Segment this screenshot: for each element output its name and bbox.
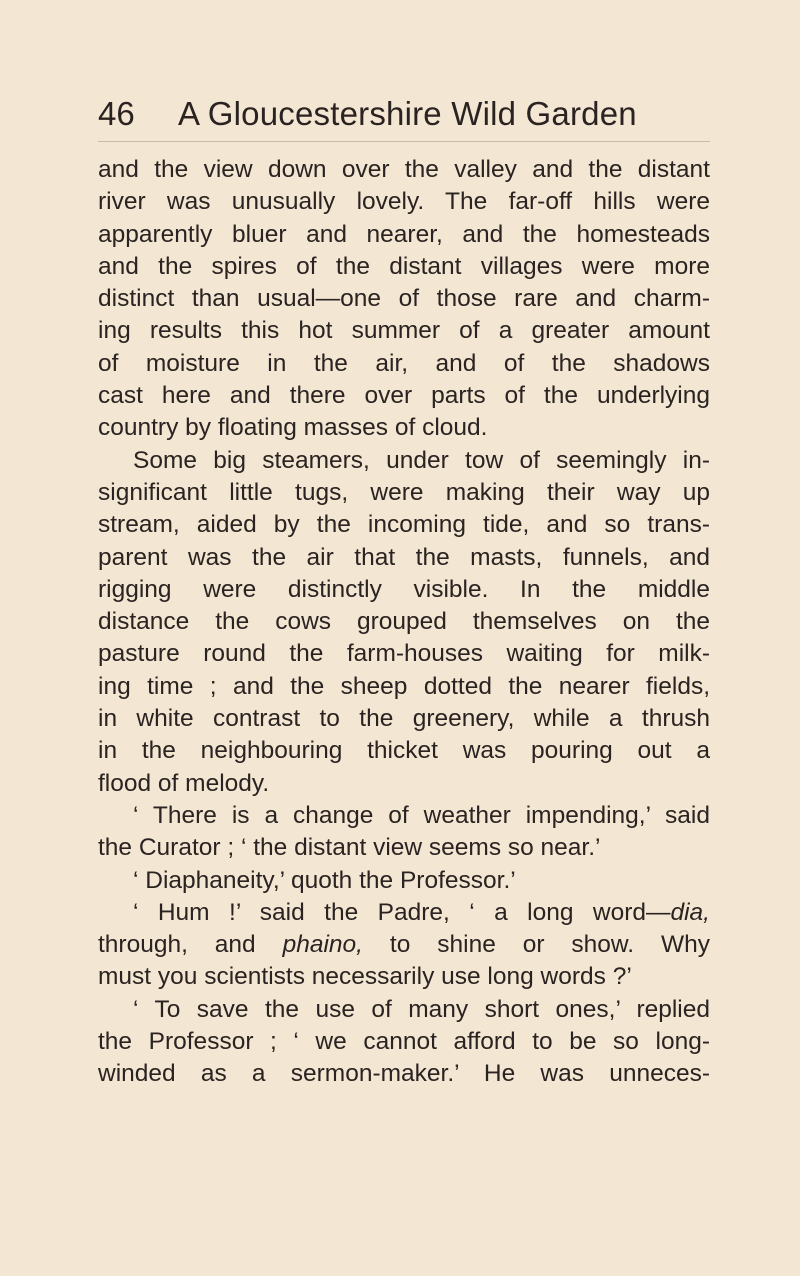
text-segment: to shine or show. Why [363,931,710,959]
header-rule [98,141,710,142]
text-line: pasture round the farm-houses waiting for milk- [98,640,710,668]
text-line: parent was the air that the masts, funnels, and [98,543,710,571]
text-line: rigging were distinctly visible. In the middle [98,575,710,603]
text-line: winded as a sermon-maker.’ He was unneces- [98,1060,710,1088]
page-header [98,92,748,136]
italic-word: phaino, [282,931,363,959]
text-line: and the view down over the valley and the distant [98,156,710,183]
text-line [98,929,710,961]
text-line: stream, aided by the incoming tide, and so trans- [98,511,710,539]
italic-word: dia, [670,898,710,926]
text-segment: through, and [98,931,283,959]
text-line: the Professor ; ‘ we cannot afford to be so long- [98,1028,710,1056]
text-line [98,897,710,929]
text-line: ing results this hot summer of a greater amount [98,317,710,345]
text-line: flood of melody. [98,769,270,797]
text-line: river was unusually lovely. The far-off hills were [98,188,710,216]
page-number: 46 [98,95,135,132]
text-line: ‘ Diaphaneity,’ quoth the Professor.’ [133,866,516,894]
text-line: in the neighbouring thicket was pouring out a [98,737,710,765]
text-line: the Curator ; ‘ the distant view seems so near.’ [98,834,601,862]
body-text [98,154,710,1091]
text-line: cast here and there over parts of the underlying [98,382,710,410]
text-line: ‘ To save the use of many short ones,’ replied [133,995,710,1023]
text-line: distance the cows grouped themselves on the [98,608,710,636]
running-title: A Gloucestershire Wild Garden [178,95,637,132]
text-line: ‘ There is a change of weather impending,’ said [133,801,710,829]
text-line: distinct than usual—one of those rare and charm- [98,285,710,313]
text-line: in white contrast to the greenery, while a thrush [98,705,710,733]
text-line: Some big steamers, under tow of seemingly in- [133,446,710,474]
text-line: must you scientists necessarily use long words ?’ [98,963,632,991]
text-line: ing time ; and the sheep dotted the nearer fields, [98,672,710,700]
text-line: and the spires of the distant villages were more [98,252,710,280]
text-line: country by floating masses of cloud. [98,414,488,442]
text-segment: ‘ Hum !’ said the Padre, ‘ a long word— [133,898,671,926]
text-line: significant little tugs, were making their way up [98,478,710,506]
text-line: of moisture in the air, and of the shadows [98,349,710,377]
text-line: apparently bluer and nearer, and the homesteads [98,220,710,248]
